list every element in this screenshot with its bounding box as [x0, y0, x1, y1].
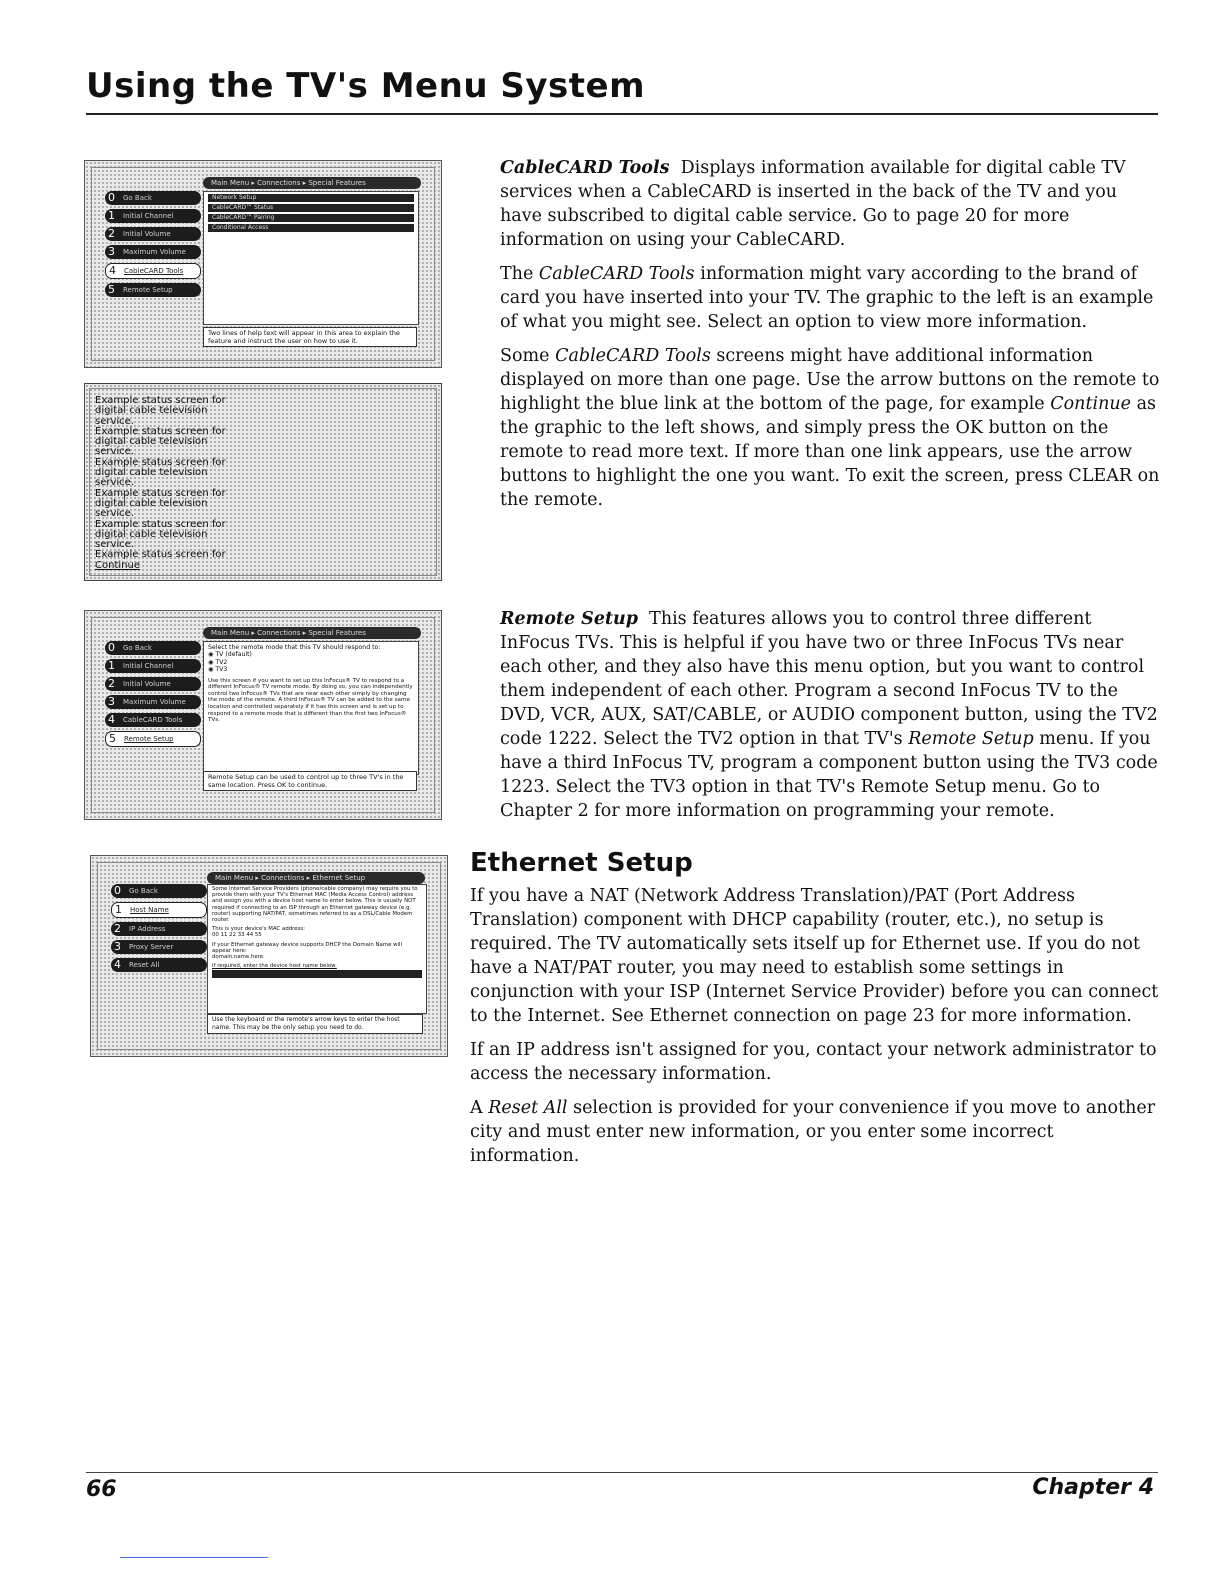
- continue-link: Continue: [95, 559, 140, 571]
- option-cablecard-pairing: CableCARD™ Pairing: [208, 214, 414, 222]
- ethernet-setup-screenshot: [90, 855, 448, 1057]
- choice-tv2: ◉ TV2: [208, 658, 228, 666]
- choice-tv-default: ◉ TV (default): [208, 651, 252, 659]
- footer-divider: [86, 1472, 1158, 1473]
- options-panel: [203, 191, 419, 325]
- menu-item-go-back: 0 Go Back: [105, 641, 201, 655]
- help-text-box: Remote Setup can be used to control up to three TV's in the same location. Press OK to continue.: [203, 771, 417, 791]
- status-text: Example status screen for digital cable television service. Example status screen for digital cable television service. Example status screen for digital cable television service. Example status screen for digital cable television service. Example status screen for digital cable television service. Example status screen for Continue: [95, 395, 226, 571]
- side-menu: [105, 641, 201, 751]
- menu-item-ip-address: 2 IP Address: [111, 922, 207, 936]
- remote-setup-description: Use this screen if you want to set up this InFocus® TV to respond to a different InFocus® TV remote mode. By doing so, you can independently control two InFocus® TVs that are near each other simply by changing the mode of the remote. A third InFocus® TV can be added to the same location and controlled separately if it has this screen and is set up to respond to a remote mode that is different than the first two InFocus® TVs.: [208, 677, 413, 724]
- cablecard-tools-section: CableCARD Tools Displays information available for digital cable TV services when a CableCARD is inserted in the back of the TV and you have subscribed to digital cable service. Go to page 20 for more information on using your CableCARD. The CableCARD Tools information might vary according to the brand of card you have inserted into your TV. The graphic to the left is an example of what you might see. Select an option to view more information. Some CableCARD Tools screens might have additional information displayed on more than one page. Use the arrow buttons on the remote to highlight the blue link at the bottom of the page, for example Continue as the graphic to the left shows, and simply press the OK button on the remote to read more text. If more than one link appears, use the arrow buttons to highlight the one you want. To exit the screen, press CLEAR on the remote.: [500, 158, 1160, 510]
- help-text-box: Two lines of help text will appear in this area to explain the feature and instruct the user on how to use it.: [203, 327, 417, 347]
- cablecard-menu-screenshot: [84, 160, 442, 368]
- menu-item-remote-setup: 5 Remote Setup: [105, 283, 201, 297]
- mac-label: This is your device's MAC address:: [212, 926, 306, 933]
- dhcp-info-text: If your Ethernet gateway device supports DHCP the Domain Name will appear here:: [212, 941, 403, 954]
- breadcrumb: Main Menu ▸ Connections ▸ Special Features: [203, 177, 421, 189]
- domain-name: domain.name.here.: [212, 954, 265, 961]
- menu-item-maximum-volume: 3 Maximum Volume: [105, 695, 201, 709]
- menu-item-go-back: 0 Go Back: [111, 884, 207, 898]
- ethernet-setup-heading: Ethernet Setup: [470, 848, 693, 878]
- radio-icon: ◉: [208, 666, 216, 674]
- page-title: Using the TV's Menu System: [86, 66, 645, 106]
- menu-item-proxy-server: 3 Proxy Server: [111, 940, 207, 954]
- breadcrumb: Main Menu ▸ Connections ▸ Ethernet Setup: [207, 872, 425, 884]
- chapter-label: Chapter 4: [1032, 1475, 1154, 1500]
- menu-item-initial-volume: 2 Initial Volume: [105, 227, 201, 241]
- radio-icon: ◉: [208, 658, 216, 666]
- cablecard-term: CableCARD Tools: [500, 158, 670, 178]
- menu-item-cablecard-tools: 4 CableCARD Tools: [105, 713, 201, 727]
- menu-item-maximum-volume: 3 Maximum Volume: [105, 245, 201, 259]
- remote-setup-term: Remote Setup: [500, 609, 638, 629]
- radio-icon: ◉: [208, 651, 216, 659]
- menu-item-reset-all: 4 Reset All: [111, 958, 207, 972]
- menu-item-remote-setup: 5 Remote Setup: [105, 731, 201, 747]
- host-name-field: [212, 970, 422, 978]
- isp-info-text: Some Internet Service Providers (phone/cable company) may require you to provide them with your TV's Ethernet MAC (Media Access Control) address and assign you with a device host name to enter below. This is usually NOT required if connecting to an ISP through an Ethernet gateway device (e.g. router) supporting NAT/PAT, sometimes referred to as a DSL/Cable Modem router.: [212, 886, 418, 924]
- side-menu: [111, 884, 207, 976]
- menu-item-initial-volume: 2 Initial Volume: [105, 677, 201, 691]
- menu-item-go-back: 0 Go Back: [105, 191, 201, 205]
- choice-tv3: ◉ TV3: [208, 666, 228, 674]
- blue-rule: [120, 1557, 268, 1558]
- remote-setup-panel: [203, 641, 419, 775]
- menu-item-host-name: 1 Host Name: [111, 902, 207, 918]
- side-menu: [105, 191, 201, 301]
- remote-mode-prompt: Select the remote mode that this TV should respond to:: [208, 644, 381, 651]
- breadcrumb: Main Menu ▸ Connections ▸ Special Features: [203, 627, 421, 639]
- status-screen-screenshot: [84, 383, 442, 581]
- host-name-prompt: If required, enter the device host name below.: [212, 963, 337, 970]
- menu-item-initial-channel: 1 Initial Channel: [105, 659, 201, 673]
- menu-item-cablecard-tools: 4 CableCARD Tools: [105, 263, 201, 279]
- option-network-setup: Network Setup: [208, 194, 414, 202]
- menu-item-initial-channel: 1 Initial Channel: [105, 209, 201, 223]
- option-conditional-access: Conditional Access: [208, 224, 414, 232]
- option-cablecard-status: CableCARD™ Status: [208, 204, 414, 212]
- remote-setup-section: Remote Setup This features allows you to control three different InFocus TVs. This is helpful if you have two or three InFocus TVs near each other, and they also have this menu option, but you want to control them independent of each other. Program a second InFocus TV to the DVD, VCR, AUX, SAT/CABLE, or AUDIO component button, using the TV2 code 1222. Select the TV2 option in that TV's Remote Setup menu. If you have a third InFocus TV, program a component button using the TV3 code 1223. Select the TV3 option in that TV's Remote Setup menu. Go to Chapter 2 for more information on programming your remote.: [500, 609, 1158, 821]
- remote-setup-screenshot: [84, 610, 442, 820]
- ethernet-panel: [207, 884, 427, 1014]
- mac-address: 00 11 22 33 44 55: [212, 932, 262, 939]
- help-text-box: Use the keyboard or the remote's arrow keys to enter the host name. This may be the only setup you need to do.: [207, 1014, 423, 1034]
- page-number: 66: [86, 1477, 117, 1502]
- title-divider: [86, 113, 1158, 115]
- ethernet-setup-section: If you have a NAT (Network Address Translation)/PAT (Port Address Translation) component with DHCP capability (router, etc.), no setup is required. The TV automatically sets itself up for Ethernet use. If you do not have a NAT/PAT router, you may need to establish some settings in conjunction with your ISP (Internet Service Provider) before you can connect to the Internet. See Ethernet connection on page 23 for more information. If an IP address isn't assigned for you, contact your network administrator to access the necessary information. A Reset All selection is provided for your convenience if you move to another city and must enter new information, or you enter some incorrect information.: [470, 886, 1159, 1166]
